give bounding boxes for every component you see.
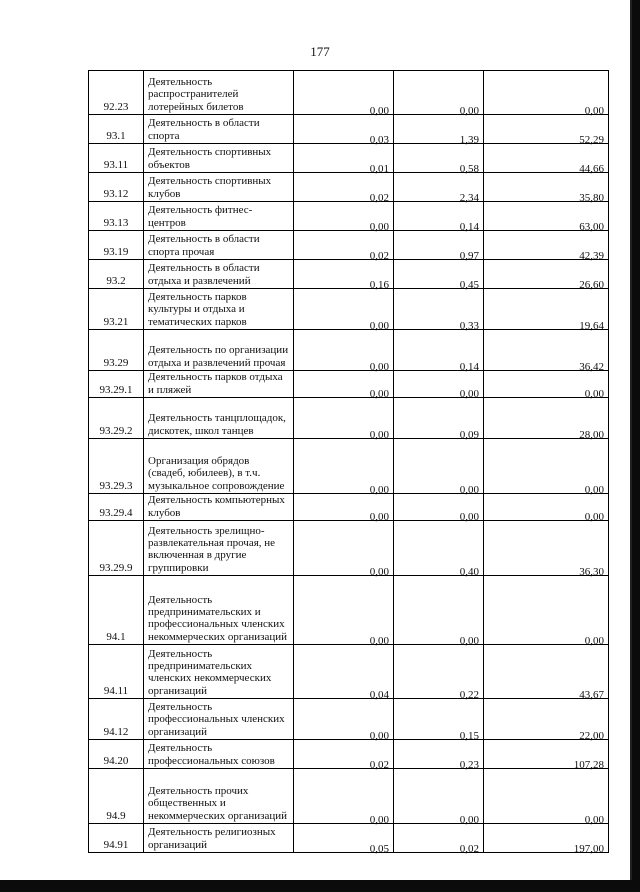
- row-name: Деятельность танцплощадок, дискотек, школ танцев: [144, 398, 294, 439]
- table-row: [89, 371, 609, 398]
- row-value-1: 0,03: [369, 133, 389, 146]
- row-name: Деятельность прочих общественных и некоммерческих организаций: [144, 769, 294, 824]
- table-row: [89, 173, 609, 202]
- row-value-1: 0,00: [369, 104, 389, 117]
- row-value-1: 0,02: [369, 249, 389, 262]
- row-name: Деятельность спортивных объектов: [144, 144, 294, 173]
- row-name: Организация обрядов (свадеб, юбилеев), в т.ч. музыкальное сопровождение: [144, 439, 294, 494]
- row-code: 93.29.1: [89, 371, 144, 398]
- row-value-3: 19,64: [579, 319, 604, 332]
- row-value-3: 0,00: [584, 387, 604, 400]
- row-code: 94.12: [89, 699, 144, 740]
- row-code: 93.19: [89, 231, 144, 260]
- row-code: 93.29.4: [89, 494, 144, 521]
- row-name: Деятельность религиозных организаций: [144, 824, 294, 853]
- page-number: 177: [310, 44, 330, 59]
- row-value-3: 0,00: [584, 510, 604, 523]
- row-name: Деятельность предпринимательских членских некоммерческих организаций: [144, 645, 294, 699]
- row-value-1: 0,01: [369, 162, 389, 175]
- row-name: Деятельность спортивных клубов: [144, 173, 294, 202]
- row-value-2: 0,23: [459, 758, 479, 771]
- row-code: 93.2: [89, 260, 144, 289]
- row-code: 94.91: [89, 824, 144, 853]
- row-code: 93.1: [89, 115, 144, 144]
- row-value-2: 0,00: [459, 634, 479, 647]
- row-value-2: 0,15: [459, 729, 479, 742]
- row-value-1: 0,00: [369, 360, 389, 373]
- row-value-2: 0,00: [459, 104, 479, 117]
- row-value-1: 0,05: [369, 842, 389, 855]
- row-name: Деятельность зрелищно-развлекательная прочая, не включенная в другие группировки: [144, 521, 294, 576]
- row-value-2: 0,09: [459, 428, 479, 441]
- table-row: [89, 576, 609, 645]
- row-value-2: 0,02: [459, 842, 479, 855]
- row-name: Деятельность в области спорта: [144, 115, 294, 144]
- table-row: [89, 144, 609, 173]
- row-value-3: 0,00: [584, 813, 604, 826]
- row-value-1: 0,02: [369, 758, 389, 771]
- row-value-3: 22,00: [579, 729, 604, 742]
- row-code: 93.13: [89, 202, 144, 231]
- row-value-2: 0,00: [459, 387, 479, 400]
- row-code: 93.21: [89, 289, 144, 330]
- row-value-2: 1,39: [459, 133, 479, 146]
- row-code: 93.11: [89, 144, 144, 173]
- table-row: [89, 289, 609, 330]
- row-value-3: 52,29: [579, 133, 604, 146]
- row-name: Деятельность парков отдыха и пляжей: [144, 371, 294, 398]
- row-value-3: 35,80: [579, 191, 604, 204]
- row-value-2: 0,00: [459, 483, 479, 496]
- table-row: [89, 260, 609, 289]
- row-value-1: 0,00: [369, 634, 389, 647]
- row-name: Деятельность профессиональных союзов: [144, 740, 294, 769]
- row-value-1: 0,00: [369, 387, 389, 400]
- row-value-2: 0,33: [459, 319, 479, 332]
- row-code: 93.29.2: [89, 398, 144, 439]
- row-value-3: 26,60: [579, 278, 604, 291]
- table-row: [89, 645, 609, 699]
- row-value-1: 0,00: [369, 729, 389, 742]
- row-value-3: 0,00: [584, 104, 604, 117]
- table-row: [89, 740, 609, 769]
- row-name: Деятельность предпринимательских и профессиональных членских некоммерческих организаций: [144, 576, 294, 645]
- row-name: Деятельность в области спорта прочая: [144, 231, 294, 260]
- row-name: Деятельность профессиональных членских организаций: [144, 699, 294, 740]
- row-code: 93.29: [89, 330, 144, 371]
- row-code: 94.1: [89, 576, 144, 645]
- row-value-1: 0,00: [369, 319, 389, 332]
- row-name: Деятельность по организации отдыха и развлечений прочая: [144, 330, 294, 371]
- table-row: [89, 824, 609, 853]
- row-value-2: 0,00: [459, 813, 479, 826]
- row-value-3: 36,30: [579, 565, 604, 578]
- row-code: 94.9: [89, 769, 144, 824]
- table-row: [89, 494, 609, 521]
- row-value-1: 0,00: [369, 813, 389, 826]
- row-value-1: 0,02: [369, 191, 389, 204]
- row-value-3: 43,67: [579, 688, 604, 701]
- row-value-3: 0,00: [584, 483, 604, 496]
- row-value-2: 0,14: [459, 220, 479, 233]
- row-value-1: 0,00: [369, 483, 389, 496]
- table-row: [89, 439, 609, 494]
- row-code: 93.29.3: [89, 439, 144, 494]
- table-row: [89, 115, 609, 144]
- table-body: [89, 71, 609, 853]
- row-value-3: 0,00: [584, 634, 604, 647]
- row-value-2: 0,97: [459, 249, 479, 262]
- row-value-2: 2,34: [459, 191, 479, 204]
- table-row: [89, 398, 609, 439]
- row-value-1: 0,04: [369, 688, 389, 701]
- row-name: Деятельность компьютерных клубов: [144, 494, 294, 521]
- row-code: 94.11: [89, 645, 144, 699]
- row-value-2: 0,58: [459, 162, 479, 175]
- row-name: Деятельность фитнес-центров: [144, 202, 294, 231]
- table-row: [89, 231, 609, 260]
- table-row: [89, 330, 609, 371]
- table-row: [89, 202, 609, 231]
- row-value-1: 0,00: [369, 428, 389, 441]
- row-value-3: 28,00: [579, 428, 604, 441]
- row-value-3: 44,66: [579, 162, 604, 175]
- row-code: 94.20: [89, 740, 144, 769]
- table-row: [89, 71, 609, 115]
- row-value-3: 63,00: [579, 220, 604, 233]
- table-row: [89, 769, 609, 824]
- row-value-2: 0,00: [459, 510, 479, 523]
- row-value-3: 42,39: [579, 249, 604, 262]
- row-value-3: 36,42: [579, 360, 604, 373]
- row-value-2: 0,22: [459, 688, 479, 701]
- table-row: [89, 699, 609, 740]
- row-value-2: 0,45: [459, 278, 479, 291]
- row-value-2: 0,14: [459, 360, 479, 373]
- row-code: 93.12: [89, 173, 144, 202]
- row-name: Деятельность парков культуры и отдыха и тематических парков: [144, 289, 294, 330]
- row-value-3: 107,28: [573, 758, 604, 771]
- row-value-2: 0,40: [459, 565, 479, 578]
- row-value-1: 0,16: [369, 278, 389, 291]
- table-row: [89, 521, 609, 576]
- row-value-3: 197,00: [573, 842, 604, 855]
- row-value-1: 0,00: [369, 565, 389, 578]
- data-table: [88, 70, 609, 853]
- row-name: Деятельность распространителей лотерейных билетов: [144, 71, 294, 115]
- row-name: Деятельность в области отдыха и развлечений: [144, 260, 294, 289]
- row-code: 93.29.9: [89, 521, 144, 576]
- row-value-1: 0,00: [369, 220, 389, 233]
- row-code: 92.23: [89, 71, 144, 115]
- row-value-1: 0,00: [369, 510, 389, 523]
